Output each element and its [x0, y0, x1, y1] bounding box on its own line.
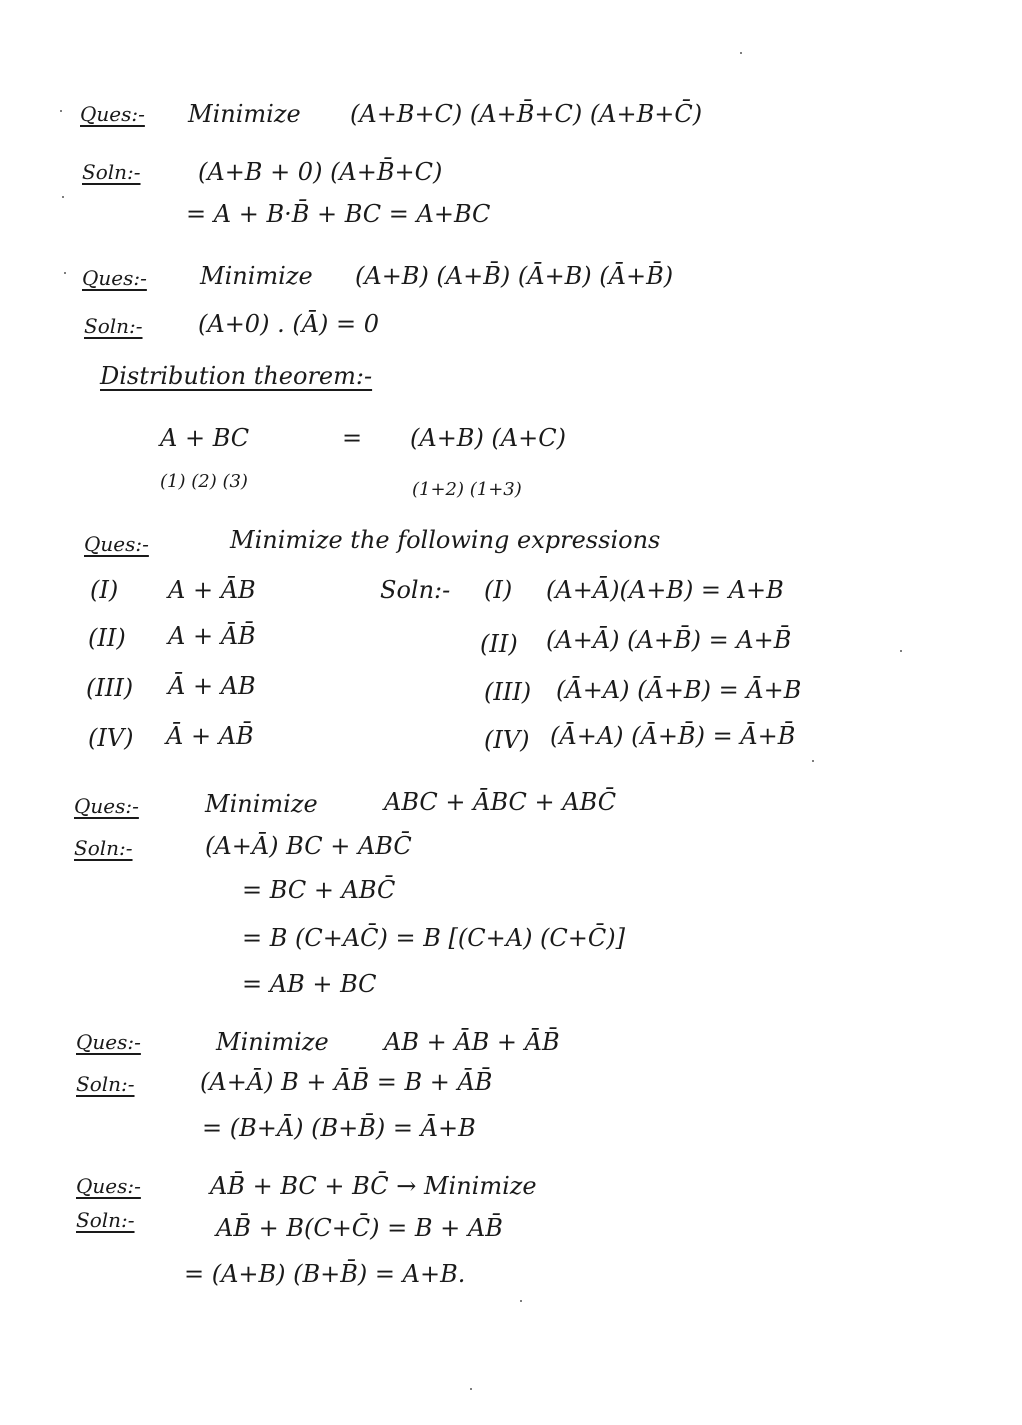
- q1-expression: (A+B+C) (A+B̄+C) (A+B+C̄): [350, 100, 703, 128]
- q5-step-2: = (B+Ā) (B+B̄) = Ā+B: [202, 1114, 476, 1142]
- q1-step-1: (A+B + 0) (A+B̄+C): [198, 158, 443, 186]
- q3-item-expression: Ā + AB̄: [166, 722, 254, 750]
- q6-soln-label: Soln:-: [76, 1208, 135, 1232]
- q6-step-1: AB̄ + B(C+C̄) = B + AB̄: [216, 1214, 503, 1242]
- scan-speck: [900, 650, 902, 652]
- distribution-rhs: (A+B) (A+C): [410, 424, 566, 452]
- q4-step-1: (A+Ā) BC + ABC̄: [205, 832, 412, 860]
- q2-ques-label: Ques:-: [82, 266, 147, 290]
- scan-speck: [520, 1300, 522, 1302]
- q4-soln-label: Soln:-: [74, 836, 133, 860]
- q4-verb: Minimize: [205, 790, 318, 818]
- q3-item-number: (III): [86, 674, 134, 702]
- q2-verb: Minimize: [200, 262, 313, 290]
- q6-expression: AB̄ + BC + BC̄ → Minimize: [210, 1172, 537, 1200]
- q3-solution-number: (III): [484, 678, 532, 706]
- q3-title: Minimize the following expressions: [230, 526, 661, 554]
- q3-item-number: (I): [90, 576, 119, 604]
- q5-soln-label: Soln:-: [76, 1072, 135, 1096]
- scan-speck: [60, 110, 62, 112]
- scan-speck: [740, 52, 742, 54]
- q3-solution-number: (II): [480, 630, 518, 658]
- q5-ques-label: Ques:-: [76, 1030, 141, 1054]
- q3-item-expression: Ā + AB: [168, 672, 256, 700]
- q3-solution: (Ā+A) (Ā+B) = Ā+B: [556, 676, 802, 704]
- q4-step-3: = B (C+AC̄) = B [(C+A) (C+C̄)]: [242, 924, 625, 952]
- distribution-lhs: A + BC: [160, 424, 250, 452]
- q6-step-2: = (A+B) (B+B̄) = A+B.: [184, 1260, 466, 1288]
- q5-verb: Minimize: [216, 1028, 329, 1056]
- q3-ques-label: Ques:-: [84, 532, 149, 556]
- q3-solution: (A+Ā)(A+B) = A+B: [546, 576, 784, 604]
- q5-expression: AB + ĀB + ĀB̄: [384, 1028, 560, 1056]
- q1-soln-label: Soln:-: [82, 160, 141, 184]
- q3-solution-number: (I): [484, 576, 513, 604]
- distribution-rhs-index: (1+2) (1+3): [412, 479, 522, 500]
- distribution-lhs-index: (1) (2) (3): [160, 471, 248, 492]
- q5-step-1: (A+Ā) B + ĀB̄ = B + ĀB̄: [200, 1068, 493, 1096]
- q4-ques-label: Ques:-: [74, 794, 139, 818]
- q1-verb: Minimize: [188, 100, 301, 128]
- q4-step-2: = BC + ABC̄: [242, 876, 396, 904]
- distribution-equals: =: [342, 424, 363, 452]
- q3-item-number: (II): [88, 624, 126, 652]
- scan-speck: [812, 760, 814, 762]
- q3-soln-label: Soln:-: [380, 576, 451, 604]
- q6-ques-label: Ques:-: [76, 1174, 141, 1198]
- q3-solution: (Ā+A) (Ā+B̄) = Ā+B̄: [550, 722, 796, 750]
- scan-speck: [470, 1388, 472, 1390]
- q3-solution: (A+Ā) (A+B̄) = A+B̄: [546, 626, 792, 654]
- q2-soln-label: Soln:-: [84, 314, 143, 338]
- q3-solution-number: (IV): [484, 726, 530, 754]
- q2-expression: (A+B) (A+B̄) (Ā+B) (Ā+B̄): [355, 262, 674, 290]
- q4-expression: ABC + ĀBC + ABC̄: [384, 788, 617, 816]
- q1-step-2: = A + B·B̄ + BC = A+BC: [186, 200, 491, 228]
- q2-step-1: (A+0) . (Ā) = 0: [198, 310, 380, 338]
- scan-speck: [62, 196, 64, 198]
- q1-ques-label: Ques:-: [80, 102, 145, 126]
- q3-item-expression: A + ĀB: [168, 576, 256, 604]
- q4-step-4: = AB + BC: [242, 970, 377, 998]
- q3-item-number: (IV): [88, 724, 134, 752]
- distribution-heading: Distribution theorem:-: [100, 362, 373, 390]
- scan-speck: [64, 272, 66, 274]
- q3-item-expression: A + ĀB̄: [168, 622, 256, 650]
